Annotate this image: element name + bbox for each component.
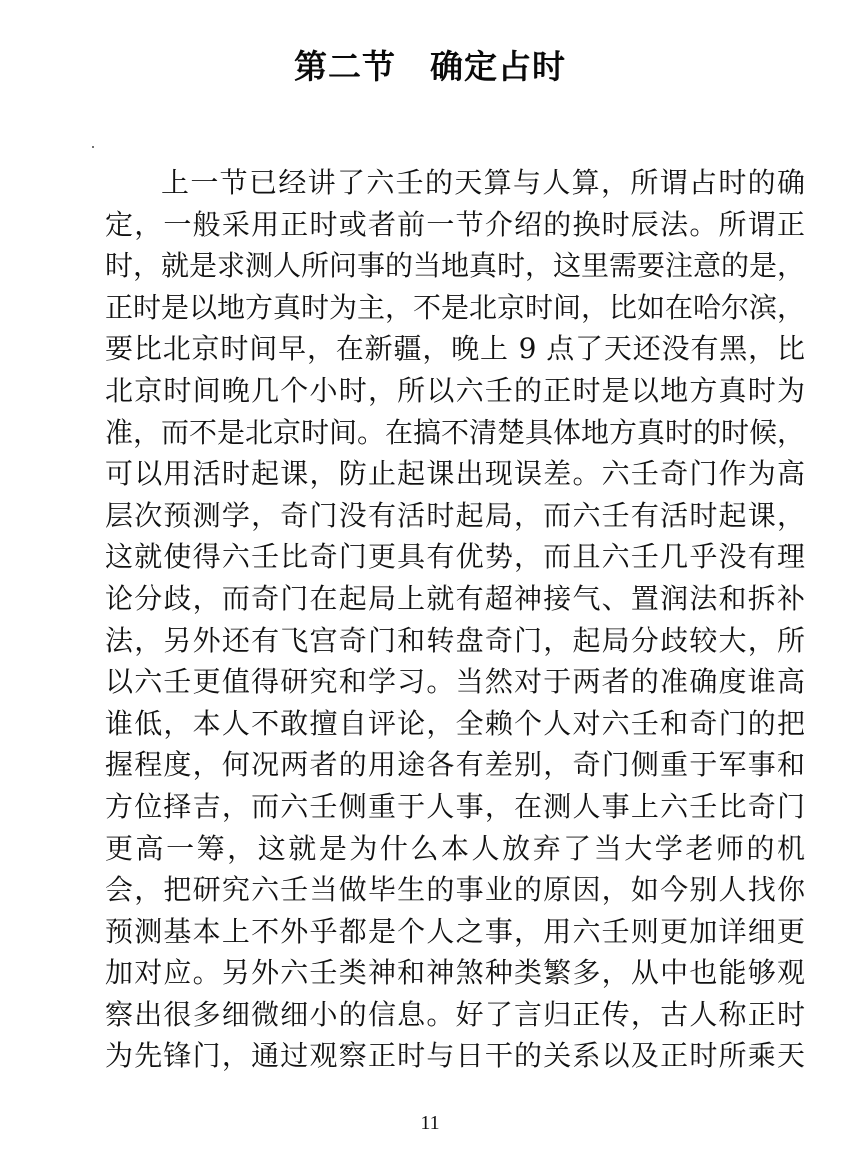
text-line: 上一节已经讲了六壬的天算与人算，所谓占时的确 <box>161 166 805 199</box>
text-line: 方位择吉，而六壬侧重于人事，在测人事上六壬比奇门 <box>105 789 805 823</box>
text-line: 察出很多细微细小的信息。好了言归正传，古人称正时 <box>105 997 805 1031</box>
text-line: 更高一筹，这就是为什么本人放弃了当大学老师的机 <box>105 831 805 865</box>
text-line: 预测基本上不外乎都是个人之事，用六壬则更加详细更 <box>105 914 805 948</box>
body-paragraph <box>105 162 805 1077</box>
text-line: 正时是以地方真时为主，不是北京时间，比如在哈尔滨， <box>105 290 806 324</box>
text-line: 时，就是求测人所问事的当地真时，这里需要注意的是， <box>105 249 806 283</box>
scan-speck <box>92 146 94 148</box>
text-line: 要比北京时间早，在新疆，晚上 9 点了天还没有黑，比 <box>105 332 805 366</box>
text-line: 会，把研究六壬当做毕生的事业的原因，如今别人找你 <box>105 873 805 907</box>
text-line: 层次预测学，奇门没有活时起局，而六壬有活时起课， <box>105 498 805 532</box>
text-line: 握程度，何况两者的用途各有差别，奇门侧重于军事和 <box>105 748 805 782</box>
text-line: 准，而不是北京时间。在搞不清楚具体地方真时的时候， <box>105 415 806 449</box>
text-line: 这就使得六壬比奇门更具有优势，而且六壬几乎没有理 <box>105 540 805 574</box>
text-line: 北京时间晚几个小时，所以六壬的正时是以地方真时为 <box>105 373 805 407</box>
text-line: 加对应。另外六壬类神和神煞种类繁多，从中也能够观 <box>105 956 805 990</box>
section-title: 第二节 确定占时 <box>294 47 566 86</box>
text-line: 以六壬更值得研究和学习。当然对于两者的准确度谁高 <box>105 665 805 699</box>
text-line: 法，另外还有飞宫奇门和转盘奇门，起局分歧较大，所 <box>105 623 805 657</box>
text-line: 可以用活时起课，防止起课出现误差。六壬奇门作为高 <box>105 457 805 491</box>
text-line: 论分歧，而奇门在起局上就有超神接气、置润法和拆补 <box>105 581 805 615</box>
page-number: 11 <box>420 1112 440 1134</box>
text-line: 定，一般采用正时或者前一节介绍的换时辰法。所谓正 <box>105 207 805 241</box>
text-line: 谁低，本人不敢擅自评论，全赖个人对六壬和奇门的把 <box>105 706 805 740</box>
text-line: 为先锋门，通过观察正时与日干的关系以及正时所乘天 <box>105 1039 805 1073</box>
